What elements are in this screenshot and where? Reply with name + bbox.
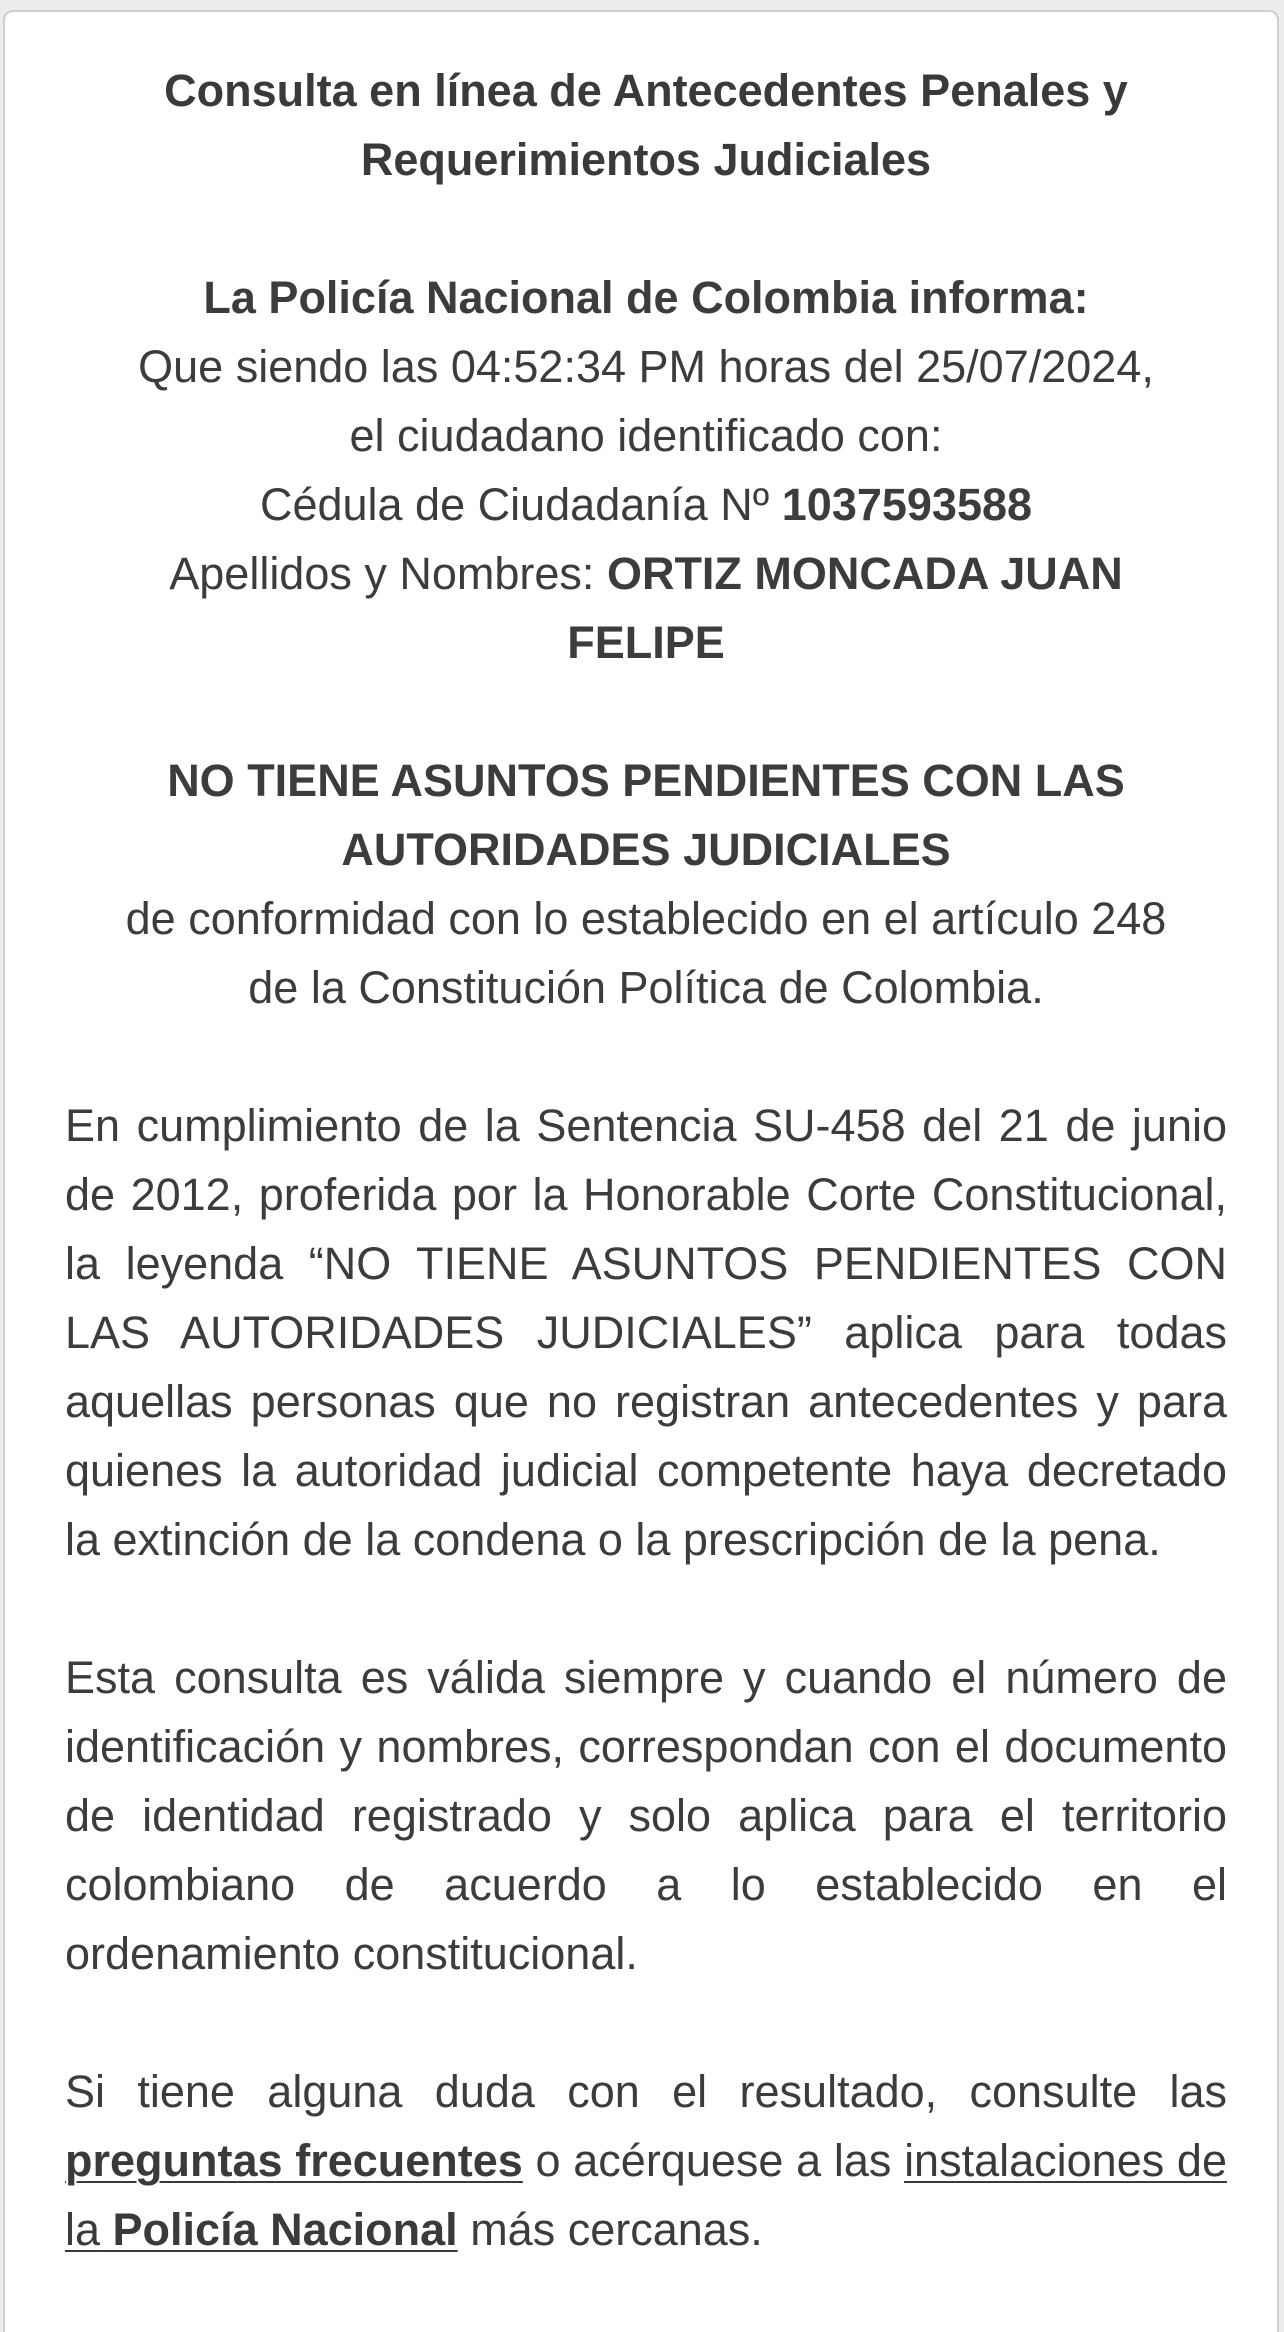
citizen-identified-line: el ciudadano identificado con:	[349, 410, 943, 461]
query-datetime-line: Que siendo las 04:52:34 PM horas del 25/07/2024,	[138, 341, 1154, 392]
id-line	[65, 470, 1227, 539]
sentencia-paragraph: En cumplimiento de la Sentencia SU-458 del 21 de junio de 2012, proferida por la Honorable Corte Constitucional, la leyenda “NO TIENE ASUNTOS PENDIENTES CON LAS AUTORIDADES JUDICIALES” aplica para todas aquellas personas que no registran antecedentes y para quienes la autoridad judicial competente haya decretado la extinción de la condena o la prescripción de la pena.	[65, 1100, 1227, 1565]
names-label: Apellidos y Nombres:	[169, 548, 595, 599]
title-line-2: Requerimientos Judiciales	[360, 134, 932, 185]
names-value: ORTIZ MONCADA JUAN	[606, 548, 1123, 599]
names-line	[65, 539, 1227, 608]
id-label: Cédula de Ciudadanía Nº	[259, 479, 770, 530]
names-value-line-2: FELIPE	[567, 617, 725, 668]
result-content	[65, 56, 1227, 2264]
facilities-prefix: instalaciones de la	[65, 2135, 1227, 2255]
result-section	[65, 746, 1227, 1022]
help-paragraph	[65, 2057, 1227, 2264]
status-line-1: NO TIENE ASUNTOS PENDIENTES CON LAS	[167, 755, 1125, 806]
page-title	[65, 56, 1227, 194]
help-intro: Si tiene alguna duda con el resultado, consulte las	[65, 2066, 1227, 2117]
facilities-bold: Policía Nacional	[112, 2204, 458, 2255]
status-line-2: AUTORIDADES JUDICIALES	[341, 824, 951, 875]
faq-link[interactable]: preguntas frecuentes	[65, 2135, 523, 2186]
title-line-1: Consulta en línea de Antecedentes Penales y	[164, 65, 1128, 116]
legal-basis-line-1: de conformidad con lo establecido en el artículo 248	[125, 893, 1167, 944]
help-suffix: más cercanas.	[470, 2204, 763, 2255]
id-number: 1037593588	[781, 479, 1033, 530]
informa-section	[65, 263, 1227, 677]
result-card	[3, 10, 1279, 2332]
help-middle: o acérquese a las	[535, 2135, 892, 2186]
legal-basis-line-2: de la Constitución Política de Colombia.	[248, 962, 1044, 1013]
validity-paragraph: Esta consulta es válida siempre y cuando el número de identificación y nombres, correspondan con el documento de identidad registrado y solo aplica para el territorio colombiano de acuerdo a lo establecido en el ordenamiento constitucional.	[65, 1652, 1227, 1979]
informa-heading: La Policía Nacional de Colombia informa:	[203, 272, 1089, 323]
